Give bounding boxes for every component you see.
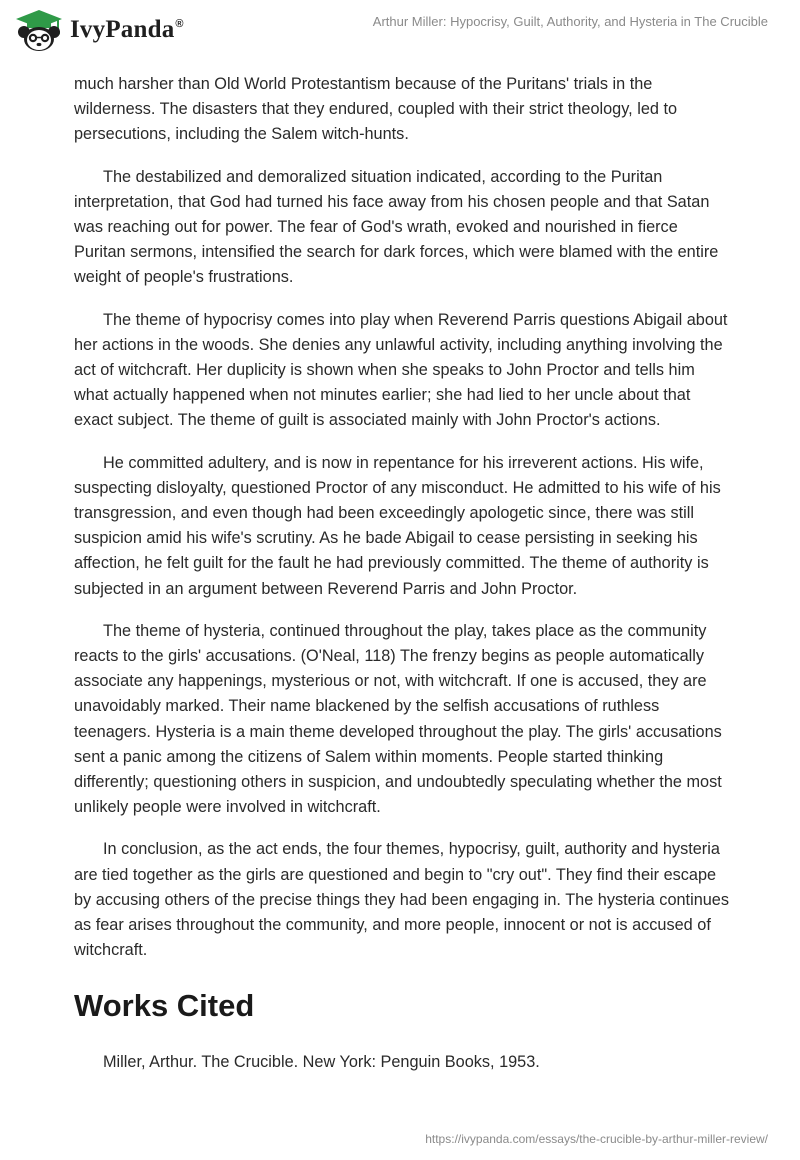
panda-graduate-icon <box>14 8 64 52</box>
logo-wordmark <box>70 16 184 44</box>
paragraph: The theme of hysteria, continued throughout the play, takes place as the community reacts to the girls' accusations. (O'Neal, 118) The frenzy begins as people automatically associate any happenings, mysterious or not, with witchcraft. If one is accused, they are unavoidably marked. Their name blackened by the selfish accusations of ruthless teenagers. Hysteria is a main theme developed throughout the play. The girls' accusations sent a panic among the citizens of Salem within moments. People started thinking differently; questioning others in suspicion, and undoubtedly speculating whether the most unlikely people were involved in witchcraft. <box>74 621 722 817</box>
paragraph: much harsher than Old World Protestantism because of the Puritans' trials in the wilderness. The disasters that they endured, coupled with their strict theology, led to persecutions, including the Salem witch-hunts. <box>74 75 678 144</box>
ivypanda-logo[interactable] <box>14 8 184 52</box>
paragraph: In conclusion, as the act ends, the four themes, hypocrisy, guilt, authority and hysteria are tied together as the girls are questioned and begin to "cry out". They find their escape by accusing others of the precise things they had been engaging in. The hysteria continues as fear arises throughout the community, and more people, innocent or not is accused of witchcraft. <box>74 840 729 960</box>
paragraph: The destabilized and demoralized situation indicated, according to the Puritan interpretation, that God had turned his face away from his chosen people and that Satan was reaching out for power. The fear of God's wrath, evoked and nourished in fierce Puritan sermons, intensified the search for dark forces, which were blamed with the entire weight of people's frustrations. <box>74 167 719 287</box>
citation-entry: Miller, Arthur. The Crucible. New York: Penguin Books, 1953. <box>103 1052 540 1071</box>
page-header <box>0 0 800 60</box>
paragraph: He committed adultery, and is now in repentance for his irreverent actions. His wife, suspecting disloyalty, questioned Proctor of any misconduct. He admitted to his wife of his transgression, and even though had been exceedingly apologetic since, there was still suspicion amid his wife's scrutiny. As he bade Abigail to cease persisting in seeking his affection, he felt guilt for the fault he had previously committed. The theme of authority is subjected in an argument between Reverend Parris and John Proctor. <box>74 453 721 598</box>
source-url[interactable]: https://ivypanda.com/essays/the-crucible-by-arthur-miller-review/ <box>425 1132 768 1146</box>
paragraph: The theme of hypocrisy comes into play when Reverend Parris questions Abigail about her actions in the woods. She denies any unlawful activity, including anything involving the act of witchcraft. Her duplicity is shown when she speaks to John Proctor and tells him what actually happened when not minutes earlier; she had lied to her uncle about that exact subject. The theme of guilt is associated mainly with John Proctor's actions. <box>74 310 728 430</box>
registered-mark: ® <box>175 18 184 30</box>
document-title: Arthur Miller: Hypocrisy, Guilt, Authority, and Hysteria in The Crucible <box>372 14 768 29</box>
works-cited-heading: Works Cited <box>74 987 255 1023</box>
logo-text: IvyPanda <box>70 16 175 43</box>
essay-body <box>74 72 730 1092</box>
